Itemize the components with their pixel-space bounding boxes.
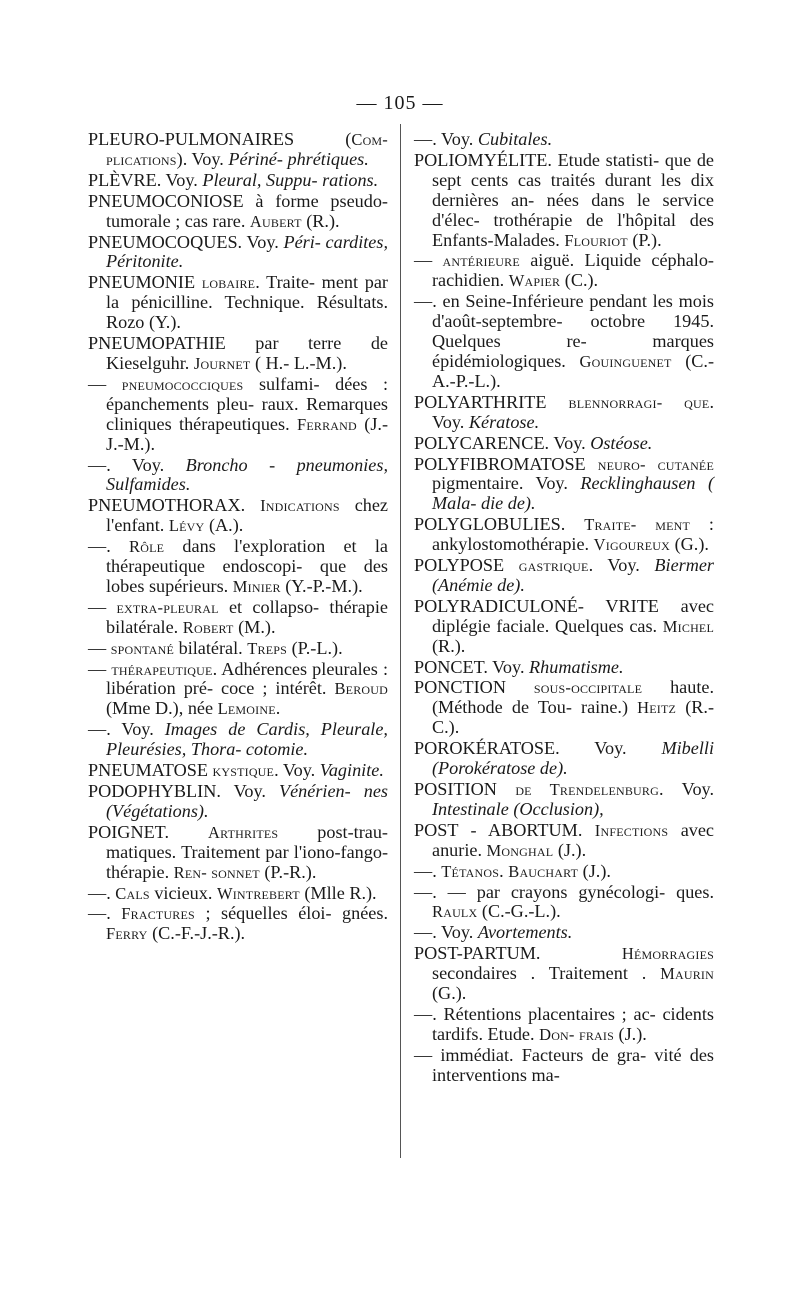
index-entry xyxy=(414,883,714,923)
entry-text: PLEURO-PULMONAIRES ( xyxy=(88,129,352,149)
italic-crossref: Vénérien- nes (Végétations). xyxy=(106,781,388,821)
index-entry xyxy=(414,739,714,779)
small-caps-text: antérieure xyxy=(442,251,520,271)
small-caps-text: blennorragi- que xyxy=(568,392,710,412)
small-caps-text: Bauchart xyxy=(508,861,579,881)
small-caps-text: Fractures xyxy=(121,904,195,924)
entry-text: PNEUMOCOQUES. Voy. xyxy=(88,231,284,252)
entry-text: . Voy. xyxy=(274,760,320,781)
entry-text: (G.). xyxy=(432,983,467,1004)
small-caps-text: gastrique xyxy=(518,556,589,576)
entry-text: —. Voy. xyxy=(414,922,478,943)
entry-text: PNEUMOCONIOSE à forme pseudo-tumorale ; cas rare. xyxy=(88,190,388,231)
small-caps-text: spontané xyxy=(110,638,175,658)
entry-text: —. xyxy=(88,536,130,557)
entry-text: (J.). xyxy=(613,1023,647,1044)
italic-crossref: Biermer (Anémie de). xyxy=(432,555,715,595)
entry-text: PONCET. Voy. xyxy=(414,656,530,677)
entry-text: POST - ABORTUM. xyxy=(414,819,595,840)
entry-text: bilatéral. xyxy=(174,637,248,658)
small-caps-text: Vigoureux xyxy=(593,535,671,555)
entry-text: PONCTION xyxy=(414,677,534,698)
small-caps-text: Aubert xyxy=(249,211,302,231)
column-divider xyxy=(400,124,401,1158)
entry-text: (J.-J.-M.). xyxy=(106,413,388,454)
entry-text: POLIOMYÉLITE. Etude statisti- que de sept cents cas traités durant les dix dernières an- nées dans le service d'élec- trothérapie de l'hôpital des Enfants-Malades. xyxy=(414,149,714,250)
entry-text: —. — par crayons gynécologi- ques. xyxy=(414,881,714,902)
small-caps-text: Wapier xyxy=(508,271,561,291)
small-caps-text: Robert xyxy=(182,617,234,637)
entry-text: PLÈVRE. Voy. xyxy=(88,169,203,190)
entry-text: — xyxy=(88,637,111,658)
small-caps-text: Flouriot xyxy=(564,230,628,250)
index-entry xyxy=(88,904,388,944)
italic-crossref: Images de Cardis, Pleurale, Pleurésies, Thora- cotomie. xyxy=(106,719,388,760)
index-entry xyxy=(88,496,388,536)
italic-crossref: Mibelli (Porokératose de). xyxy=(432,738,714,779)
italic-crossref: Pleural, Suppu- rations. xyxy=(202,169,379,190)
index-entry xyxy=(88,720,388,760)
small-caps-text: de Trendelenburg xyxy=(515,780,659,799)
entry-text: chez l'enfant. xyxy=(106,495,389,536)
entry-text: (M.). xyxy=(233,616,276,637)
small-caps-text: Indications xyxy=(260,496,340,516)
entry-text: POROKÉRATOSE. Voy. xyxy=(414,738,662,759)
entry-text: POSITION xyxy=(414,779,516,799)
index-entry xyxy=(414,292,714,392)
entry-text: POST-PARTUM. xyxy=(414,943,622,964)
entry-text: — immédiat. Facteurs de gra- vité des interventions ma- xyxy=(414,1044,714,1085)
index-entry xyxy=(88,660,388,720)
index-entry xyxy=(414,678,714,738)
entry-text: —. Rétentions placentaires ; ac- cidents tardifs. Etude. xyxy=(414,1003,714,1044)
index-entry xyxy=(414,455,714,515)
entry-text: POLYCARENCE. Voy. xyxy=(414,432,591,453)
small-caps-text: Ferrand xyxy=(296,414,357,434)
index-entry xyxy=(414,515,714,555)
entry-text: . Traite- ment par la pénicilline. Technique. Résultats. Rozo (Y.). xyxy=(106,272,388,333)
entry-text: POIGNET. xyxy=(88,821,208,842)
italic-crossref: Broncho - pneumonies, Sulfamides. xyxy=(106,454,388,495)
small-caps-text: Tétanos xyxy=(441,861,500,881)
small-caps-text: Treps xyxy=(247,638,288,658)
entry-text: (R.). xyxy=(301,210,340,231)
index-entry xyxy=(88,598,388,638)
small-caps-text: Michel xyxy=(662,616,714,636)
index-entry xyxy=(414,821,714,861)
entry-text: (Mlle R.). xyxy=(299,882,377,903)
index-entry xyxy=(88,782,388,822)
italic-crossref: Avortements. xyxy=(477,922,573,943)
entry-text: (C.-F.-J.-R.). xyxy=(147,923,246,944)
index-entry xyxy=(414,862,714,882)
index-entry xyxy=(414,556,714,596)
index-entry xyxy=(88,171,388,191)
small-caps-text: extra-pleural xyxy=(116,597,219,617)
index-entry xyxy=(414,780,714,820)
entry-text: PNEUMOTHORAX. xyxy=(88,495,261,516)
small-caps-text: Hémorragies xyxy=(621,944,714,964)
italic-crossref: Recklinghausen ( Mala- die de). xyxy=(432,473,715,514)
entry-text: ; séquelles éloi- gnées. xyxy=(194,903,389,924)
index-entry xyxy=(414,923,714,943)
entry-text: PNEUMATOSE xyxy=(88,760,213,781)
entry-text: —. en Seine-Inférieure pendant les mois d'août-septembre- octobre 1945. Quelques re- marques épidémiologiques. xyxy=(414,291,714,371)
index-entry xyxy=(88,761,388,781)
small-caps-text: pneumococciques xyxy=(121,374,244,394)
entry-text: (J.). xyxy=(578,860,611,881)
entry-text: —. xyxy=(414,860,442,881)
index-entry xyxy=(88,130,388,170)
entry-text: —. Voy. xyxy=(88,454,186,475)
index-entry xyxy=(414,1005,714,1045)
small-caps-text: Lemoine xyxy=(217,699,276,719)
entry-text: (P.-R.). xyxy=(259,861,317,882)
italic-crossref: Kératose. xyxy=(468,411,540,432)
entry-text: : ankylostomothérapie. xyxy=(432,514,714,555)
entry-text: PODOPHYBLIN. Voy. xyxy=(88,781,279,801)
index-entry xyxy=(88,537,388,597)
entry-text: PNEUMONIE xyxy=(88,272,202,293)
small-caps-text: Ferry xyxy=(106,924,148,944)
entry-text: . Voy. xyxy=(432,391,714,432)
small-caps-text: Ren- sonnet xyxy=(173,862,260,882)
small-caps-text: kystique xyxy=(212,761,275,781)
entry-text: avec anurie. xyxy=(432,819,714,860)
entry-text: POLYPOSE xyxy=(414,555,519,576)
index-entry xyxy=(414,658,714,678)
entry-text: . Voy. xyxy=(658,779,714,799)
small-caps-text: Monghal xyxy=(486,840,554,860)
entry-text: POLYGLOBULIES. xyxy=(414,514,585,535)
index-entry xyxy=(88,192,388,232)
italic-crossref: Ostéose. xyxy=(590,432,653,453)
small-caps-text: Gouinguenet xyxy=(579,351,672,371)
small-caps-text: Traite- ment xyxy=(584,515,690,535)
entry-text: (C.-A.-P.-L.). xyxy=(432,350,715,391)
italic-crossref: Intestinale (Occlusion), xyxy=(432,798,604,819)
index-entry xyxy=(88,823,388,883)
italic-crossref: Périné- phrétiques. xyxy=(228,148,369,169)
small-caps-text: Heitz xyxy=(637,698,677,718)
entry-text: pigmentaire. Voy. xyxy=(432,473,581,494)
italic-crossref: Péri- cardites, Péritonite. xyxy=(106,231,388,272)
entry-text: haute. (Méthode de Tou- raine.) xyxy=(432,677,715,718)
entry-text: sulfami- dées : épanchements pleu- raux. Remarques cliniques thérapeutiques. xyxy=(106,373,389,434)
entry-text: (A.). xyxy=(204,515,244,536)
italic-crossref: Cubitales. xyxy=(477,129,553,149)
small-caps-text: Maurin xyxy=(660,964,714,984)
entry-text: (J.). xyxy=(553,839,587,860)
entry-text: POLYRADICULONÉ- VRITE avec diplégie faciale. Quelques cas. xyxy=(414,595,714,636)
index-entry xyxy=(414,151,714,251)
index-entry xyxy=(414,944,714,1004)
index-entry xyxy=(88,456,388,496)
small-caps-text: Wintrebert xyxy=(216,883,300,903)
italic-crossref: Vaginite. xyxy=(319,760,384,781)
small-caps-text: Journet xyxy=(193,353,251,373)
small-caps-text: lobaire xyxy=(201,273,256,293)
entry-text: post-trau- matiques. Traitement par l'iono-fango-thérapie. xyxy=(106,821,388,882)
entry-text: (C.). xyxy=(560,270,599,291)
index-entry xyxy=(414,251,714,291)
index-entry xyxy=(414,1046,714,1086)
entry-text: — xyxy=(88,658,112,679)
entry-text: — xyxy=(88,596,117,617)
entry-text: (R.). xyxy=(432,635,466,656)
index-entry xyxy=(88,639,388,659)
entry-text: (R.-C.). xyxy=(432,697,714,738)
small-caps-text: neuro- cutanée xyxy=(597,454,714,474)
page-number: — 105 — xyxy=(356,92,444,114)
index-entry xyxy=(414,434,714,454)
entry-text: —. xyxy=(88,903,122,924)
entry-text: (P.). xyxy=(627,229,662,250)
index-column-left xyxy=(88,130,388,945)
small-caps-text: Cals xyxy=(115,883,150,903)
entry-text: secondaires . Traitement . xyxy=(432,963,661,984)
entry-text: vicieux. xyxy=(149,882,217,903)
index-entry xyxy=(414,393,714,433)
entry-text: . Voy. xyxy=(588,555,655,576)
small-caps-text: Arthrites xyxy=(207,822,279,842)
entry-text: PNEUMOPATHIE par terre de Kieselguhr. xyxy=(88,333,388,373)
small-caps-text: Rôle xyxy=(129,537,165,557)
small-caps-text: Com- plications xyxy=(106,130,388,169)
entry-text: (Y.-P.-M.). xyxy=(280,575,363,596)
entry-text: ( H.- L.-M.). xyxy=(250,352,347,373)
entry-text: (G.). xyxy=(670,534,709,555)
entry-text: (C.-G.-L.). xyxy=(477,901,561,922)
entry-text: dans l'exploration et la thérapeutique endoscopi- que des lobes supérieurs. xyxy=(106,536,389,596)
entry-text: ). Voy. xyxy=(176,148,229,169)
entry-text: . Adhérences pleurales : libération pré- coce ; intérêt. xyxy=(106,658,388,699)
small-caps-text: Don- frais xyxy=(539,1024,614,1044)
small-caps-text: Infections xyxy=(594,820,669,840)
index-entry xyxy=(88,375,388,455)
index-entry xyxy=(88,273,388,333)
small-caps-text: Raulx xyxy=(432,902,478,922)
entry-text: (P.-L.). xyxy=(287,637,343,658)
entry-text: . xyxy=(499,860,509,881)
entry-text: —. Voy. xyxy=(414,129,478,149)
small-caps-text: thérapeutique xyxy=(111,659,213,679)
index-entry xyxy=(88,884,388,904)
entry-text: (Mme D.), née xyxy=(106,698,218,719)
index-entry xyxy=(88,233,388,273)
entry-text: aiguë. Liquide céphalo-rachidien. xyxy=(432,250,714,291)
italic-crossref: Rhumatisme. xyxy=(529,656,624,677)
entry-text: et collapso- thérapie bilatérale. xyxy=(106,596,388,637)
entry-text: POLYARTHRITE xyxy=(414,391,569,412)
small-caps-text: Minier xyxy=(232,576,281,596)
entry-text: —. Voy. xyxy=(88,719,165,740)
entry-text: — xyxy=(414,250,443,271)
index-entry xyxy=(414,597,714,657)
small-caps-text: sous-occipitale xyxy=(533,678,643,698)
small-caps-text: Lévy xyxy=(168,516,205,536)
entry-text: POLYFIBROMATOSE xyxy=(414,453,598,474)
entry-text: — xyxy=(88,373,122,394)
entry-text: —. xyxy=(88,882,116,903)
entry-text: . xyxy=(275,698,281,719)
small-caps-text: Beroud xyxy=(334,679,388,699)
index-entry xyxy=(88,334,388,374)
index-column-right xyxy=(414,130,714,1087)
index-entry xyxy=(414,130,714,150)
